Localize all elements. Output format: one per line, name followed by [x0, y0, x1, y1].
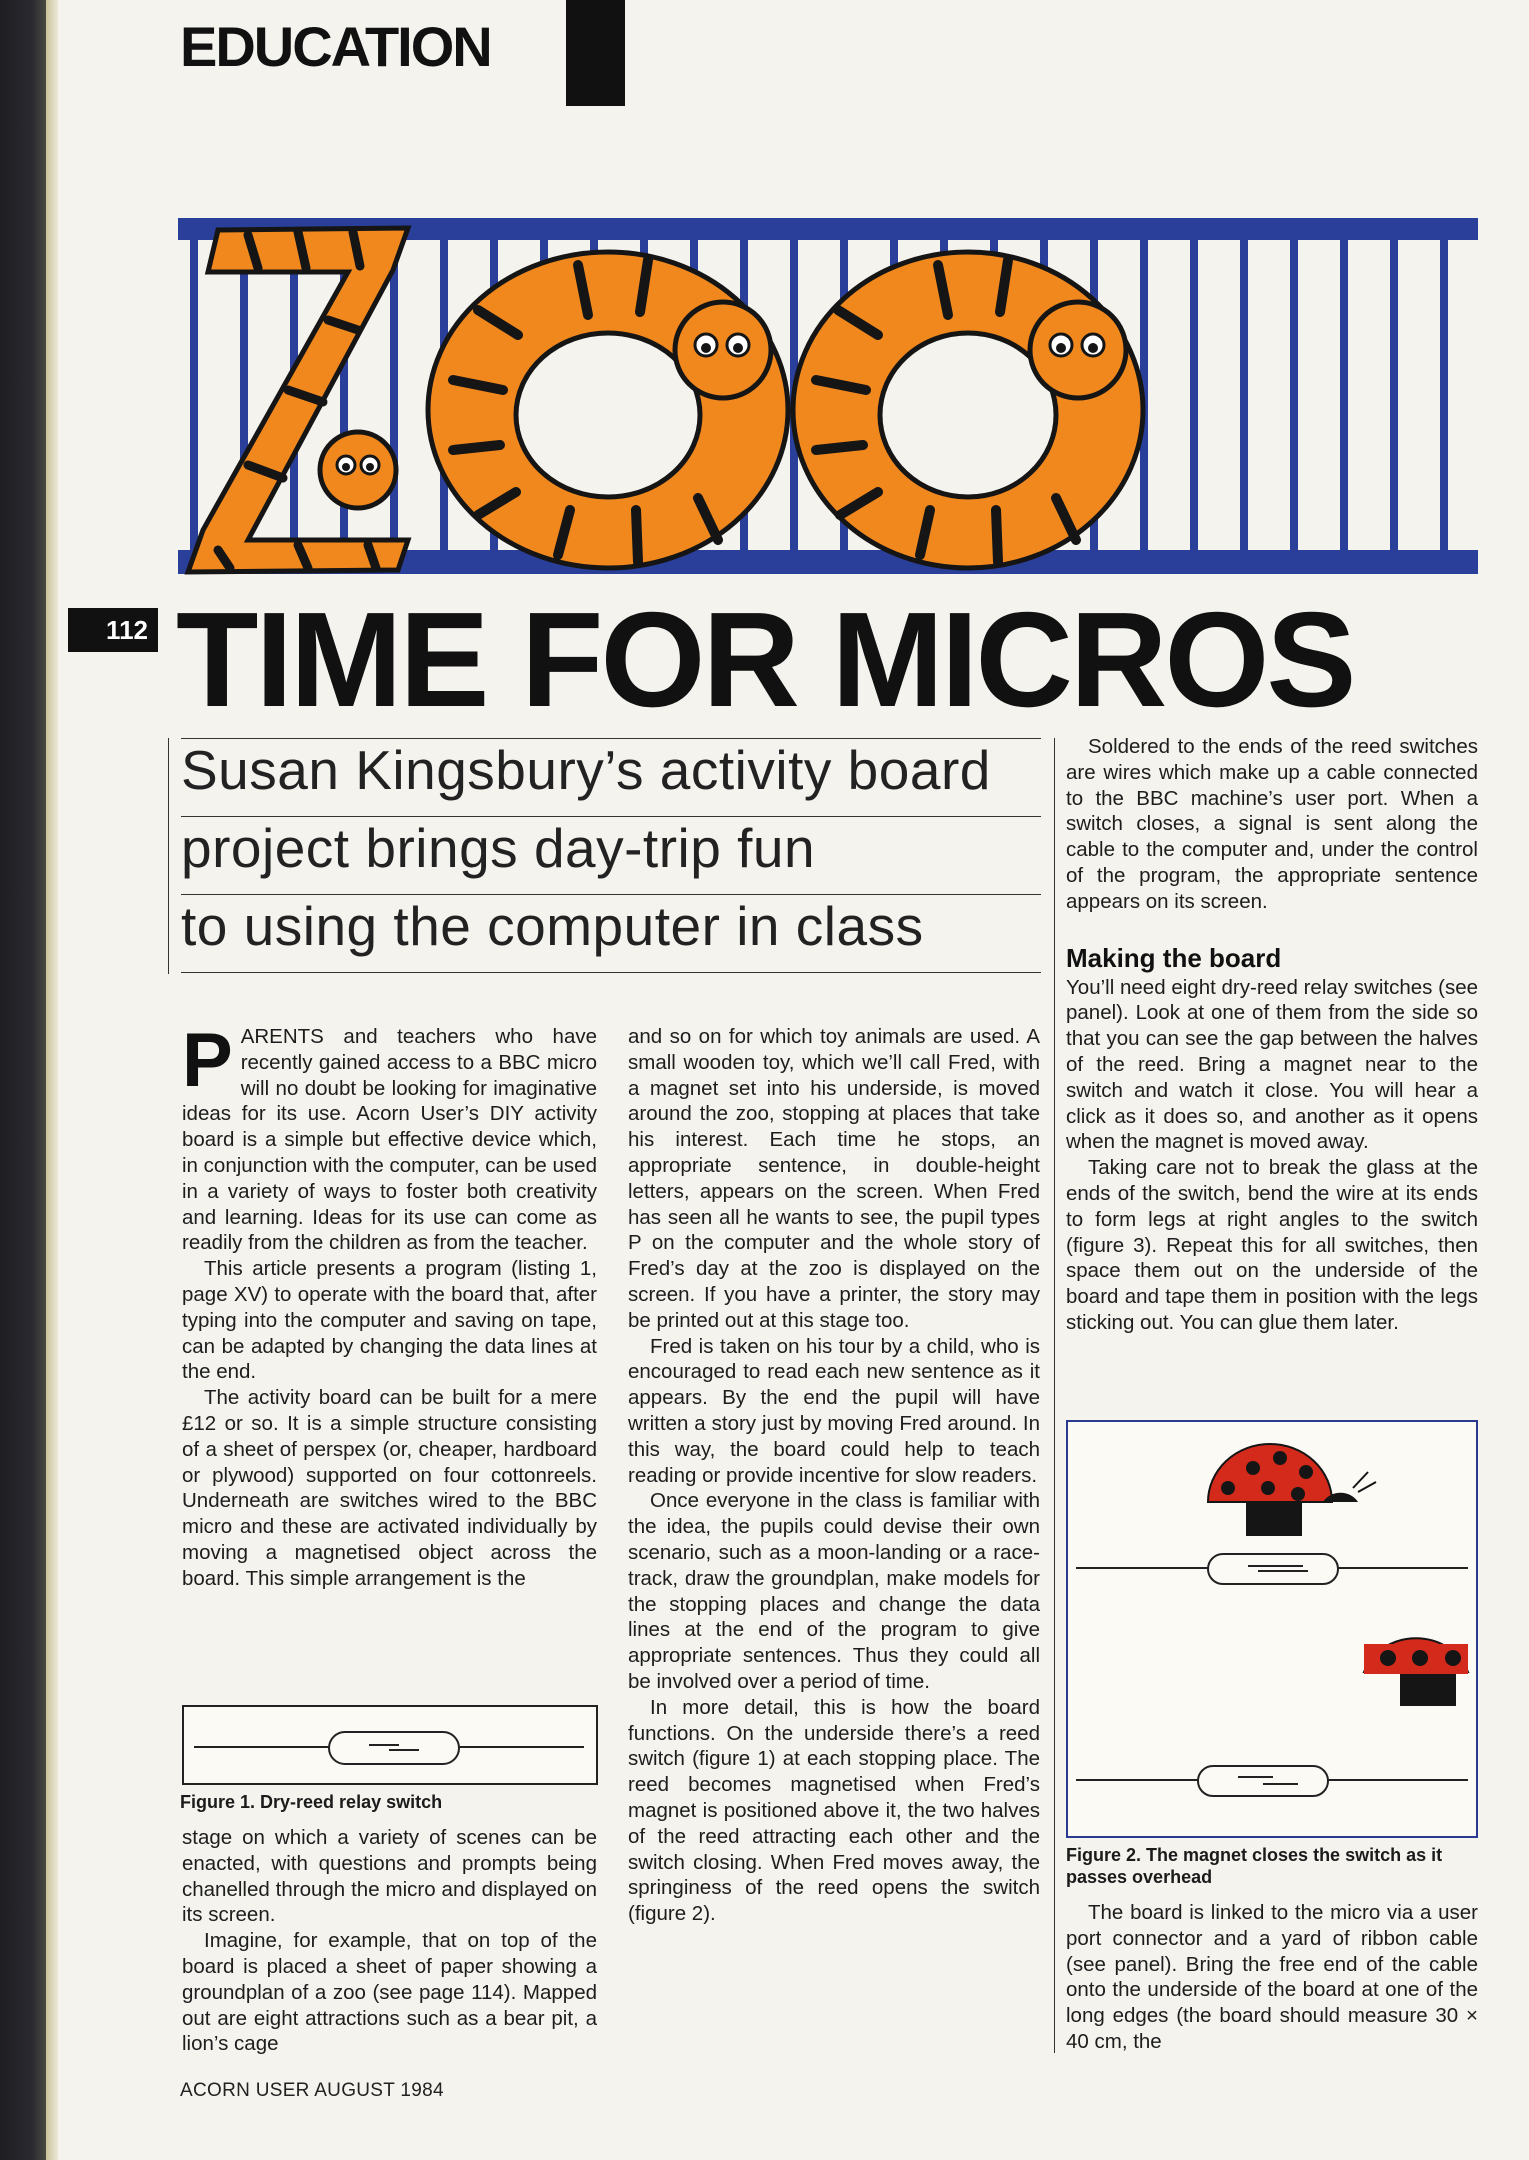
page-footer: ACORN USER AUGUST 1984 — [180, 2080, 444, 2101]
standfirst-line-3: to using the computer in class — [181, 895, 924, 957]
paragraph: Once everyone in the class is familiar with the idea, the pupils could devise their own scenario, such as a moon-landing or a race-track, draw the groundplan, make models for the stopping places and change the data lines at the end of the program to give appropriate sentences. Thus they could all be involved over a period of time. — [628, 1489, 1040, 1693]
paragraph: This article presents a program (listing 1, page XV) to operate with the board that, after typing into the computer and saving on tape, can be adapted by changing the data lines at the end. — [182, 1257, 597, 1384]
standfirst-line-2: project brings day-trip fun — [181, 817, 816, 879]
tiger-letter-o-second — [793, 252, 1143, 568]
paragraph: You’ll need eight dry-reed relay switches (see panel). Look at one of them from the side so that you can see the gap between the halves of the reed. Bring a magnet near to the switch and watch it close. You will hear a click as it does so, and another as it opens when the magnet is moved away. — [1066, 975, 1478, 1154]
figure-1-reed-switch — [182, 1705, 598, 1785]
article-title: TIME FOR MICROS — [176, 584, 1354, 735]
ladybird-magnet-icon — [1208, 1444, 1376, 1536]
tiger-letter-o-first — [428, 252, 788, 568]
section-marker-bar — [566, 0, 625, 106]
paragraph: Soldered to the ends of the reed switches are wires which make up a cable connected to the BBC machine’s user port. When a switch closes, a signal is sent along the cable to the computer and, under the control of the program, the appropriate sentence appears on its screen. — [1066, 735, 1478, 913]
paragraph: Imagine, for example, that on top of the board is placed a sheet of paper showing a groundplan of a zoo (see page 114). Mapped out are eight attractions such as a bear pit, a lion’s cage — [182, 1929, 597, 2056]
drop-cap: P — [182, 1018, 233, 1103]
magnet-switch-diagram — [1068, 1422, 1475, 1835]
ladybird-magnet-icon — [1364, 1638, 1468, 1706]
reed-switch-diagram — [184, 1707, 595, 1782]
standfirst-line-1: Susan Kingsbury’s activity board — [181, 739, 991, 801]
page-edge — [46, 0, 58, 2160]
paragraph: stage on which a variety of scenes can be enacted, with questions and prompts being chanelled through the micro and displayed on its screen. — [182, 1826, 597, 1927]
column-3 — [1066, 734, 1478, 1336]
column-3-continued — [1066, 1900, 1478, 2055]
subheading: Making the board — [1066, 942, 1282, 973]
figure-2-magnet-diagram — [1066, 1420, 1478, 1838]
page-number: 112 — [68, 608, 158, 652]
paragraph: and so on for which toy animals are used. A small wooden toy, which we’ll call Fred, with a magnet set into his underside, is moved around the zoo, stopping at places that take his interest. Each time he stops, an appropriate sentence, in double-height letters, appears on the screen. When Fred has seen all he wants to see, the pupil types P on the computer and the whole story of Fred’s day at the zoo is displayed on the screen. If you have a printer, the story may be printed out at this stage too. — [628, 1025, 1040, 1332]
paragraph: The board is linked to the micro via a user port connector and a yard of ribbon cable (see panel). Bring the free end of the cable onto the underside of the board at one of the long edges (the board should measure 30 × 40 cm, the — [1066, 1901, 1478, 2053]
paragraph: Taking care not to break the glass at the ends of the switch, bend the wire at its ends to form legs at right angles to the switch (figure 3). Repeat this for all switches, then space them out on the underside of the board and tape them in position with the legs sticking out. You can glue them later. — [1066, 1156, 1478, 1334]
column-1 — [182, 1018, 597, 1592]
column-1-continued — [182, 1825, 597, 2057]
paragraph: In more detail, this is how the board functions. On the underside there’s a reed switch (figure 1) at each stopping place. The reed becomes magnetised when Fred’s magnet is positioned above it, the two halves of the reed attracting each other and the switch closing. When Fred moves away, the springiness of the reed opens the switch (figure 2). — [628, 1695, 1040, 1926]
column-2 — [628, 1024, 1040, 1927]
magazine-spine — [0, 0, 46, 2160]
zoo-tiger-banner — [178, 210, 1478, 586]
paragraph: ARENTS and teachers who have recently gained access to a BBC micro will no doubt be looking for imaginative ideas for its use. Acorn User’s DIY activity board is a simple but effective device which, in conjunction with the computer, can be used in a variety of ways to foster both creativity and learning. Ideas for its use can come as readily from the children as from the teacher. — [182, 1025, 597, 1255]
paragraph: Fred is taken on his tour by a child, who is encouraged to read each new sentence as it appears. By the end the pupil will have written a story just by moving Fred around. In this way, the board could help to teach reading or provide incentive for slow readers. — [628, 1334, 1040, 1487]
section-heading: EDUCATION — [180, 15, 491, 78]
standfirst-rule — [181, 972, 1041, 973]
standfirst — [168, 738, 1041, 974]
column-rule — [1054, 738, 1055, 2053]
figure-1-caption: Figure 1. Dry-reed relay switch — [180, 1792, 443, 1812]
paragraph: The activity board can be built for a mere £12 or so. It is a simple structure consisting of a sheet of perspex (or, cheaper, hardboard or plywood) supported on four cottonreels. Underneath are switches wired to the BBC micro and these are activated individually by moving a magnetised object across the board. This simple arrangement is the — [182, 1386, 597, 1590]
figure-2-caption: Figure 2. The magnet closes the switch as it passes overhead — [1066, 1845, 1443, 1887]
